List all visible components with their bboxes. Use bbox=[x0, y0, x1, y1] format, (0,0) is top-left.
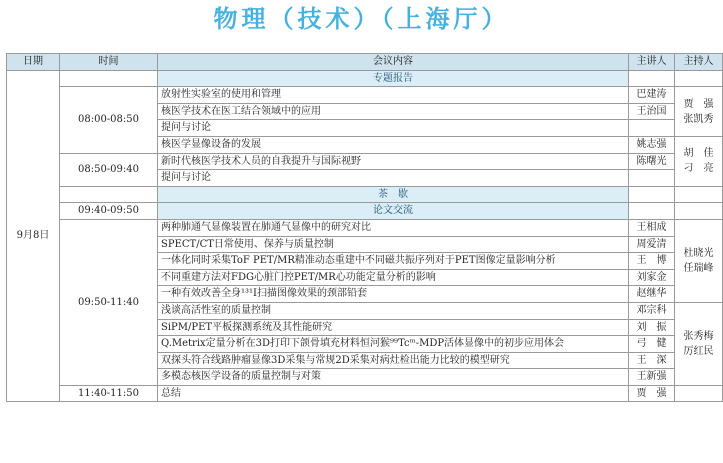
header-host: 主持人 bbox=[675, 54, 723, 71]
header-row bbox=[7, 54, 723, 71]
speaker-name: 赵继华 bbox=[629, 286, 675, 303]
section-tea: 茶 歇 bbox=[158, 186, 629, 203]
page-title: 物理（技术）（上海厅） bbox=[213, 5, 510, 33]
talk-title: 核医学技术在医工结合领域中的应用 bbox=[158, 103, 629, 120]
talk-title: 提问与讨论 bbox=[158, 170, 629, 187]
talk-title: 一体化同时采集ToF PET/MR精准动态重建中不同磁共振序列对于PET图像定量影响分析 bbox=[158, 253, 629, 270]
header-time: 时间 bbox=[60, 54, 158, 71]
table-row bbox=[7, 87, 723, 104]
speaker-name: 刘家金 bbox=[629, 269, 675, 286]
time-cell: 09:40-09:50 bbox=[60, 203, 158, 220]
host-empty bbox=[675, 70, 723, 87]
talk-title: 核医学显像设备的发展 bbox=[158, 136, 629, 153]
talk-title: 多模态核医学设备的质量控制与对策 bbox=[158, 369, 629, 386]
talk-title: 提问与讨论 bbox=[158, 120, 629, 137]
header-content: 会议内容 bbox=[158, 54, 629, 71]
talk-title: 总结 bbox=[158, 385, 629, 402]
speaker-empty bbox=[629, 186, 675, 203]
host-empty bbox=[675, 385, 723, 402]
talk-title: 不同重建方法对FDG心脏门控PET/MR心功能定量分析的影响 bbox=[158, 269, 629, 286]
host-empty bbox=[675, 186, 723, 203]
talk-title: SPECT/CT日常使用、保养与质量控制 bbox=[158, 236, 629, 253]
time-cell: 08:50-09:40 bbox=[60, 153, 158, 186]
host-cell: 张秀梅 厉红民 bbox=[675, 302, 723, 385]
table-row bbox=[7, 219, 723, 236]
speaker-name: 王相成 bbox=[629, 219, 675, 236]
speaker-name bbox=[629, 170, 675, 187]
speaker-empty bbox=[629, 70, 675, 87]
header-speaker: 主讲人 bbox=[629, 54, 675, 71]
header-date: 日期 bbox=[7, 54, 60, 71]
time-cell: 09:50-11:40 bbox=[60, 219, 158, 385]
host-cell: 杜晓光 任瑞峰 bbox=[675, 219, 723, 302]
time-empty bbox=[60, 70, 158, 87]
time-cell: 08:00-08:50 bbox=[60, 87, 158, 153]
section-row-papers bbox=[7, 203, 723, 220]
time-empty bbox=[60, 186, 158, 203]
speaker-name: 弓 健 bbox=[629, 336, 675, 353]
speaker-name: 邓宗科 bbox=[629, 302, 675, 319]
speaker-name: 王 博 bbox=[629, 253, 675, 270]
date-cell: 9月8日 bbox=[7, 70, 60, 402]
speaker-name: 陈曙光 bbox=[629, 153, 675, 170]
speaker-name: 周爱清 bbox=[629, 236, 675, 253]
speaker-name: 姚志强 bbox=[629, 136, 675, 153]
speaker-name: 刘 振 bbox=[629, 319, 675, 336]
talk-title: 放射性实验室的使用和管理 bbox=[158, 87, 629, 104]
section-row-tea bbox=[7, 186, 723, 203]
talk-title: 双探头符合线路肿瘤显像3D采集与常规2D采集对病灶检出能力比较的模型研究 bbox=[158, 352, 629, 369]
speaker-empty bbox=[629, 203, 675, 220]
speaker-name: 贾 强 bbox=[629, 385, 675, 402]
speaker-name: 巴建涛 bbox=[629, 87, 675, 104]
talk-title: 新时代核医学技术人员的自我提升与国际视野 bbox=[158, 153, 629, 170]
talk-title: 一种有效改善全身¹³¹I扫描图像效果的颈部铅套 bbox=[158, 286, 629, 303]
talk-title: Q.Metrix定量分析在3D打印下颌骨填充材料恒河猴⁹⁹Tcᵐ-MDP活体显像中的初步应用体会 bbox=[158, 336, 629, 353]
table-row bbox=[7, 153, 723, 170]
table-row bbox=[7, 385, 723, 402]
speaker-name: 王治国 bbox=[629, 103, 675, 120]
section-special: 专题报告 bbox=[158, 70, 629, 87]
host-cell: 胡 佳 刁 亮 bbox=[675, 136, 723, 186]
talk-title: SiPM/PET平板探测系统及其性能研究 bbox=[158, 319, 629, 336]
talk-title: 两种肺通气显像装置在肺通气显像中的研究对比 bbox=[158, 219, 629, 236]
speaker-name bbox=[629, 120, 675, 137]
time-cell: 11:40-11:50 bbox=[60, 385, 158, 402]
speaker-name: 王 深 bbox=[629, 352, 675, 369]
host-cell: 贾 强 张凯秀 bbox=[675, 87, 723, 137]
schedule-table bbox=[6, 53, 723, 402]
host-empty bbox=[675, 203, 723, 220]
speaker-name: 王新强 bbox=[629, 369, 675, 386]
section-row-special bbox=[7, 70, 723, 87]
section-papers: 论文交流 bbox=[158, 203, 629, 220]
talk-title: 浅谈高活性室的质量控制 bbox=[158, 302, 629, 319]
